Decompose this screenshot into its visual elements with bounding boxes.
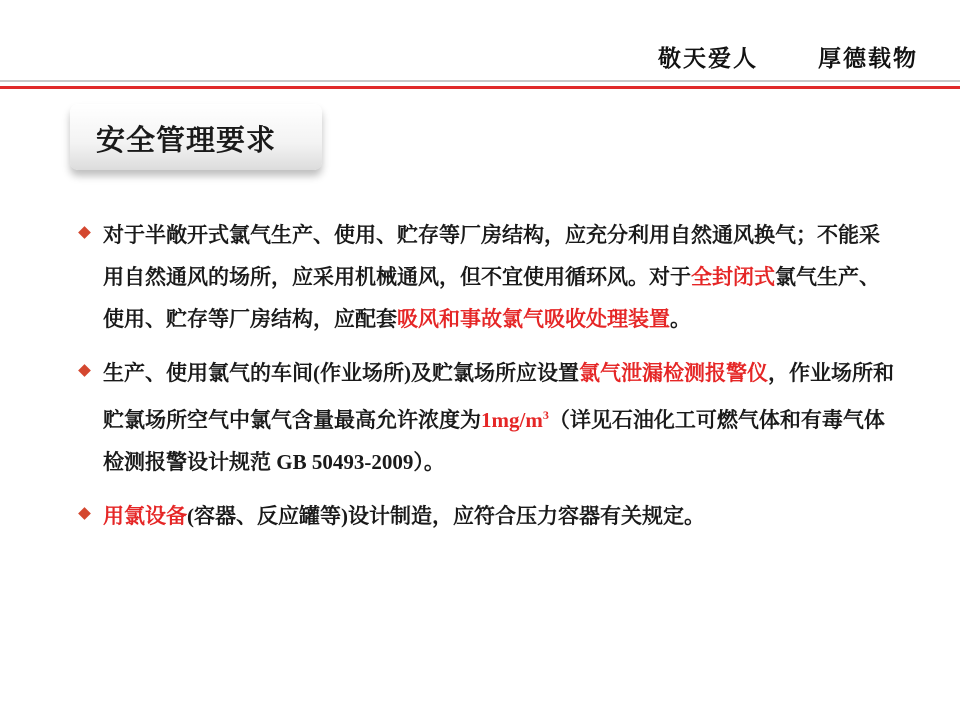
highlight-text: 全封闭式 <box>691 265 775 289</box>
text-segment: 。 <box>670 307 691 331</box>
concentration-exponent: 3 <box>542 408 549 422</box>
text-segment: 对于半敞开式氯气生产、使用、贮存等厂房结构，应充分利用自然通风换气；不能采用自然通风的场所，应采用机械通风，但不宜使用循环风。对于 <box>103 223 880 289</box>
bullet-text <box>103 352 898 483</box>
highlight-text: 用氯设备 <box>103 504 187 528</box>
diamond-bullet-icon <box>78 226 91 239</box>
header-motto <box>658 40 918 73</box>
highlight-text: 吸风和事故氯气吸收处理装置 <box>397 307 670 331</box>
bullet-item-1 <box>78 214 898 340</box>
concentration-base: 1mg/m <box>481 408 543 432</box>
bullet-text <box>103 495 898 537</box>
text-segment: 生产、使用氯气的车间 <box>103 361 313 385</box>
text-segment: ）。 <box>413 450 445 474</box>
standard-code: GB 50493-2009 <box>271 450 414 474</box>
highlight-text: 氯气泄漏检测报警仪 <box>579 361 768 385</box>
text-segment: 及贮氯场所应设置 <box>411 361 579 385</box>
text-segment: 设计制造，应符合压力容器有关规定。 <box>348 504 705 528</box>
motto-right: 厚德载物 <box>818 45 918 72</box>
diamond-bullet-icon <box>78 507 91 520</box>
text-segment: （详见石油化工可燃气体和有毒气体检测报警设计规范 <box>103 408 885 474</box>
bullet-item-3 <box>78 495 898 537</box>
motto-left: 敬天爱人 <box>657 45 758 72</box>
bullet-text <box>103 214 898 340</box>
text-segment: 氯气生产、使用、贮存等厂房结构，应配套 <box>103 265 880 331</box>
diamond-bullet-icon <box>78 364 91 377</box>
text-segment: (容器、反应罐等) <box>187 504 348 528</box>
bullet-list <box>78 214 898 549</box>
concentration-value <box>481 408 549 432</box>
header-divider <box>0 80 960 82</box>
page-title: 安全管理要求 <box>96 123 277 157</box>
header-accent-line <box>0 86 960 89</box>
text-segment: ，作业场所和贮氯场所空气中氯气含量最高允许浓度为 <box>103 361 894 432</box>
bullet-item-2 <box>78 352 898 483</box>
title-box <box>70 104 322 170</box>
text-segment: (作业场所) <box>313 361 411 385</box>
